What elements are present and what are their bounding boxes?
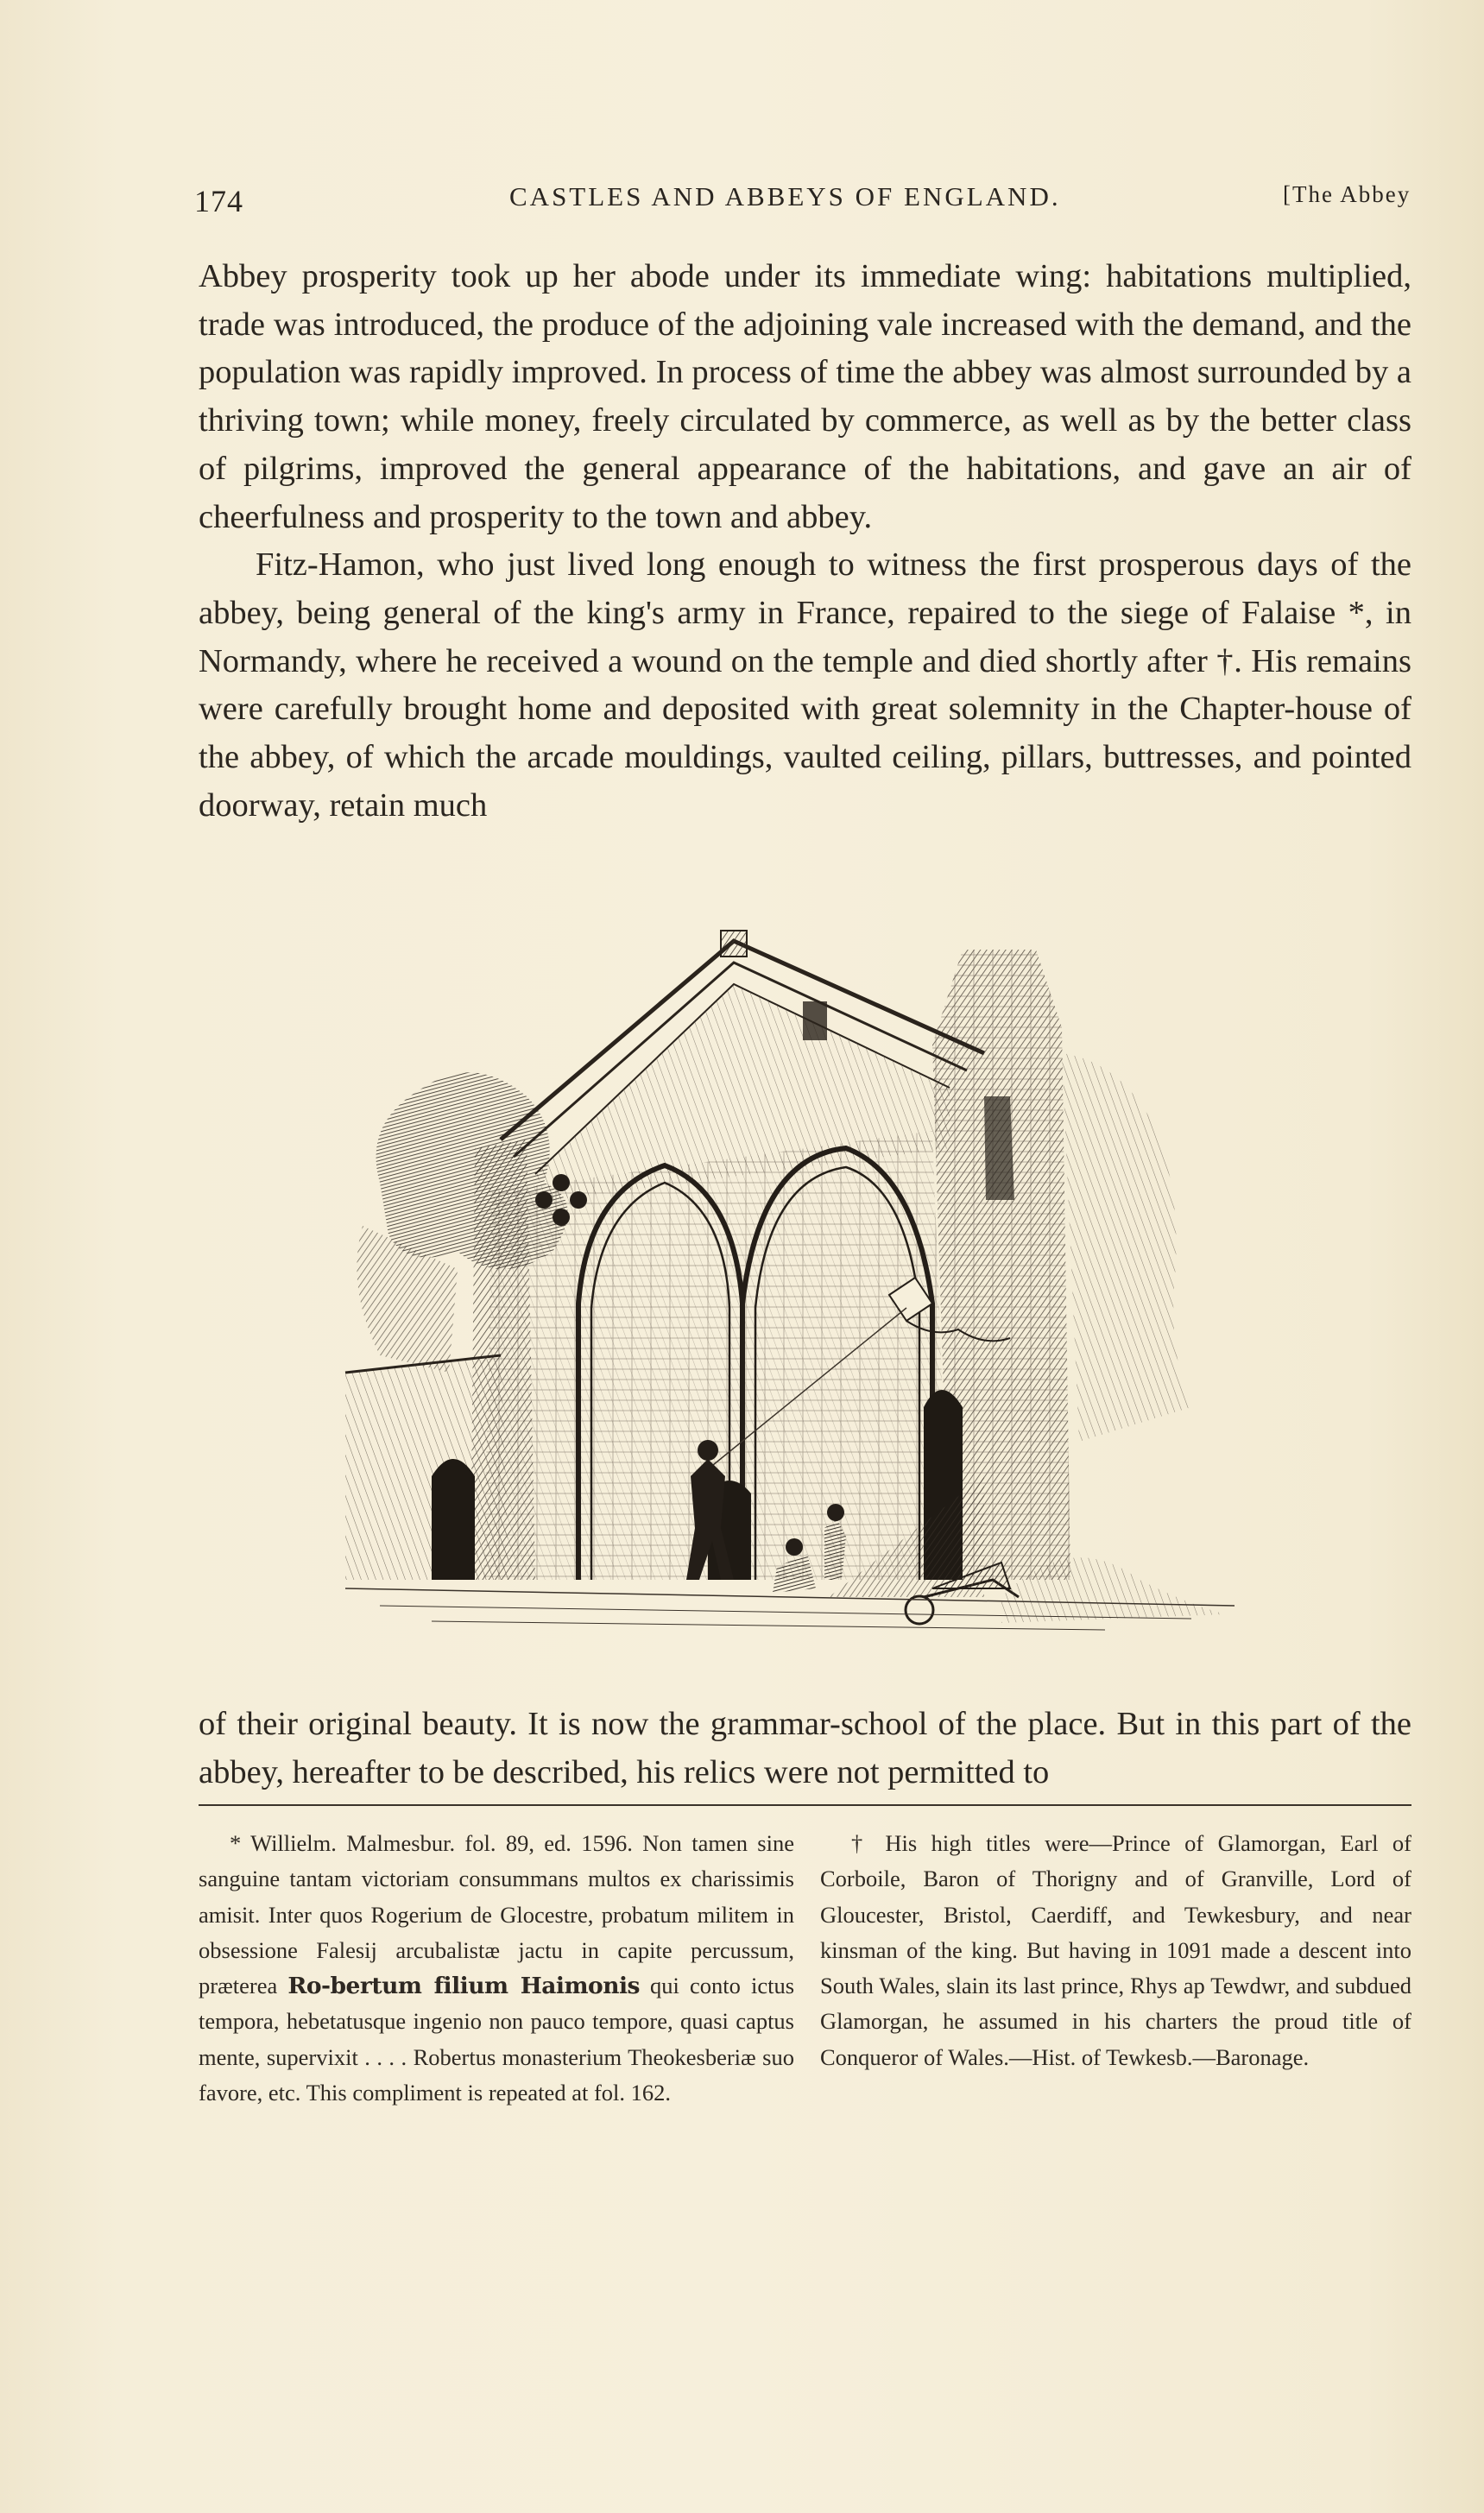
- footnote-titles: † His high titles were—Prince of Glamorgan, Earl of Corboile, Baron of Thorigny and of Granville, Lord of Gloucester, Bristol, Caerdiff, and Tewkesbury, and near kinsman of the king. But having in 1091 made a descent into South Wales, slain its last prince, Rhys ap Tewdwr, and subdued Glamorgan, he assumed in his charters the proud title of Conqueror of Wales.—Hist. of Tewkesb.—Baronage.: [820, 1830, 1411, 2070]
- footnote-right: [820, 1826, 1411, 2075]
- foliage-right: [1062, 1053, 1191, 1442]
- footnote-rule: [199, 1804, 1411, 1806]
- paragraph-fitz-hamon: Fitz-Hamon, who just lived long enough to witness the first prosperous days of the abbey, being general of the king's army in France, repaired to the siege of Falaise *, in Normandy, where he received a wound on the temple and died shortly after †. His remains were carefully brought home and deposited with great solemnity in the Chapter-house of the abbey, of which the arcade mouldings, vaulted ceiling, pillars, buttresses, and pointed doorway, retain much: [199, 546, 1411, 824]
- body-text-top: [199, 253, 1411, 830]
- page-header: [0, 173, 1484, 224]
- paragraph-abbey-prosperity: Abbey prosperity took up her abode under its immediate wing: habitations multiplied, trade was introduced, the produce of the adjoining vale increased with the demand, and the population was rapidly improved. In process of time the abbey was almost surrounded by a thriving town; while money, freely circulated by commerce, as well as by the better class of pilgrims, improved the general appearance of the habitations, and gave an air of cheerfulness and prosperity to the town and abbey.: [199, 258, 1411, 535]
- left-low-wall: [345, 1355, 509, 1580]
- footnote-left: [199, 1826, 794, 2111]
- body-text-bottom: [199, 1701, 1411, 1796]
- footnote-malmesbury: [199, 1826, 794, 2111]
- page-number: 174: [194, 184, 243, 218]
- gable-window: [803, 1001, 827, 1040]
- paragraph-continuation: of their original beauty. It is now the grammar-school of the place. But in this part of the abbey, hereafter to be described, his relics were not permitted to: [199, 1706, 1411, 1790]
- blackletter-name: Ro-bertum filium Haimonis: [287, 1973, 640, 2000]
- running-title: CASTLES AND ABBEYS OF ENGLAND.: [509, 181, 1061, 212]
- running-section-title: [The Abbey: [1283, 181, 1411, 207]
- footnote-left-text-2: qui conto ictus tempora, hebetatusque ingenio non pauco tempore, quasi captus mente, supervixit . . . . Robertus monasterium Theokesberiæ suo favore, etc. This compliment is repeated at fol. 162.: [199, 1973, 795, 2106]
- chapter-house-engraving: [328, 924, 1295, 1649]
- footnote-left-text-1: * Willielm. Malmesbur. fol. 89, ed. 1596. Non tamen sine sanguine tantam victoriam consummans multos ex charissimis amisit. Inter quos Rogerium de Glocestre, probatum militem in obsessione Falesij arcubalistæ jactu in capite percussum, præterea: [199, 1830, 794, 1999]
